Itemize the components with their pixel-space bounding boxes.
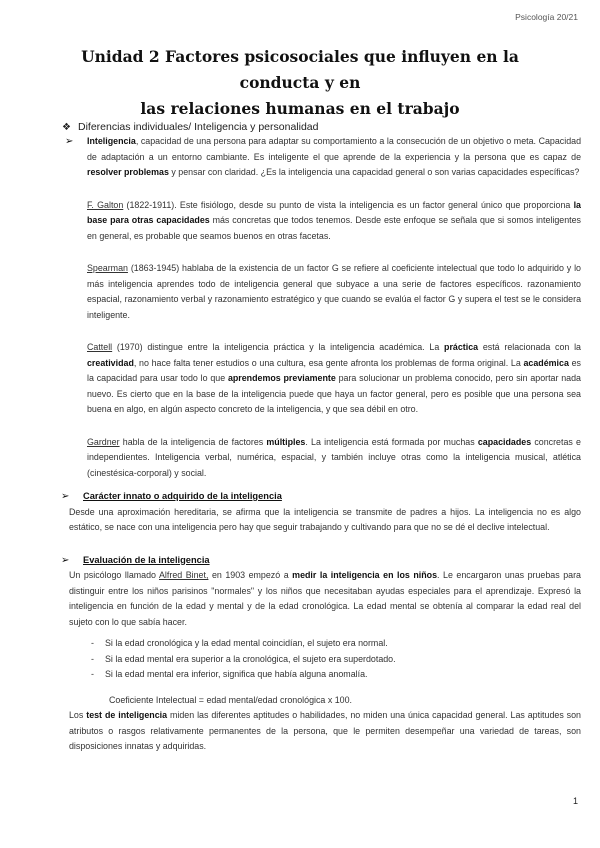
text: más concretas que todos tenemos. Desde este enfoque se señala que si somos inteligentes en general, es probable que seamos buenos en otras facetas. bbox=[87, 215, 581, 241]
list-item bbox=[91, 667, 581, 683]
course-header: Psicología 20/21 bbox=[515, 12, 578, 22]
evaluacion-heading-label: Evaluación de la inteligencia bbox=[83, 554, 210, 565]
bold-text: práctica bbox=[444, 342, 479, 352]
text: (1970) distingue entre la inteligencia práctica y la inteligencia académica. La bbox=[112, 342, 445, 352]
gardner-paragraph bbox=[73, 435, 581, 482]
bold-text: múltiples bbox=[266, 436, 306, 447]
dash-bullet: - bbox=[91, 653, 94, 664]
dash-bullet: - bbox=[91, 638, 94, 648]
arrow-bullet-icon: ➢ bbox=[65, 136, 74, 147]
section-heading bbox=[62, 121, 318, 133]
innato-heading-label: Carácter innato o adquirido de la inteligencia bbox=[83, 491, 282, 501]
text: habla de la inteligencia de factores bbox=[119, 436, 267, 447]
spearman-paragraph bbox=[73, 261, 581, 323]
text: , no hace falta tener estudios o una cultura, esa gente afronta los problemas de forma original. La bbox=[133, 357, 524, 368]
galton-paragraph bbox=[73, 198, 581, 245]
bold-text: medir la inteligencia en los niños bbox=[292, 570, 438, 580]
author-cattell: Cattell bbox=[87, 342, 113, 352]
evaluacion-paragraph bbox=[69, 568, 581, 630]
text: miden las diferentes aptitudes o habilidades, no miden una única capacidad general. Las aptitudes son atributos o rasgos relativamente permanentes de la persona, que le permiten desempeñar una variedad de tareas, son disposiciones innatas y adquiridas. bbox=[69, 710, 581, 751]
text: es la capacidad para usar todo lo que bbox=[87, 357, 581, 383]
innato-heading bbox=[61, 489, 581, 505]
list-item-text: Si la edad mental era superior a la cronológica, el sujeto era superdotado. bbox=[105, 653, 396, 664]
bold-text: test de inteligencia bbox=[86, 710, 168, 720]
dash-bullet: - bbox=[91, 669, 94, 679]
bold-text: académica bbox=[523, 357, 569, 368]
author-galton: F. Galton bbox=[87, 199, 124, 210]
test-paragraph bbox=[69, 708, 581, 755]
section-label: Diferencias individuales/ Inteligencia y personalidad bbox=[78, 121, 319, 133]
title-line-1: Unidad 2 Factores psicosociales que influyen en la conducta y en bbox=[81, 47, 519, 92]
evaluacion-heading bbox=[61, 553, 581, 569]
text: en 1903 empezó a bbox=[208, 570, 293, 580]
text: y pensar con claridad. ¿Es la inteligencia una capacidad general o son varias capacidades específicas? bbox=[168, 167, 580, 177]
innato-paragraph: Desde una aproximación hereditaria, se afirma que la inteligencia se transmite de padres a hijos. La inteligencia no es algo estático, se nace con una inteligencia pero hay que seguir trabajando y cultivando para que no se dé el declive intelectual. bbox=[69, 506, 581, 532]
cattell-paragraph bbox=[73, 340, 581, 418]
diamond-bullet-icon: ❖ bbox=[62, 122, 71, 133]
text: Los bbox=[69, 710, 87, 720]
arrow-bullet-icon: ➢ bbox=[61, 491, 70, 502]
document-title bbox=[40, 44, 560, 122]
text: está relacionada con la bbox=[478, 342, 581, 352]
author-binet: Alfred Binet, bbox=[159, 570, 209, 580]
text: (1822-1911). Este fisiólogo, desde su punto de vista la inteligencia es un factor general único que proporciona bbox=[123, 199, 574, 210]
text: (1863-1945) hablaba de la existencia de un factor G se refiere al coeficiente intelectual que todo lo adquirido y lo más inteligencia aprendes todo de inteligencia general que subyace a una serie de factores específicos. razonamiento espacial, razonamiento verbal y razonamiento estratégico y que cuando se evalúa el factor G y supera el test se le considera inteligente. bbox=[87, 263, 581, 320]
arrow-bullet-icon: ➢ bbox=[61, 554, 70, 566]
text: Un psicólogo llamado bbox=[69, 570, 160, 580]
text: para solucionar un problema conocido, pero sin aportar nada nuevo. Es cierto que en la base de la inteligencia puede que haya un factor general, pero es posible que una persona sea buena en algo, en algún aspecto concreto de la inteligencia, y que sea débil en otro. bbox=[87, 373, 581, 414]
bold-text: capacidades bbox=[477, 436, 532, 447]
bold-text: aprendemos previamente bbox=[227, 373, 336, 383]
list-item bbox=[91, 652, 581, 668]
inteligencia-paragraph bbox=[65, 134, 581, 181]
author-gardner: Gardner bbox=[87, 436, 120, 447]
page-number: 1 bbox=[572, 796, 578, 806]
list-item-text: Si la edad mental era inferior, significa que había alguna anomalía. bbox=[105, 669, 368, 679]
list-item-text: Si la edad cronológica y la edad mental coincidían, el sujeto era normal. bbox=[105, 638, 388, 648]
bold-text: la base para otras capacidades bbox=[87, 199, 581, 225]
text: , capacidad de una persona para adaptar su comportamiento a la consecución de un objetivo o meta. Capacidad de adaptación a un entorno cambiante. Es inteligente el que aprende de la experiencia y la persona que es capaz de bbox=[87, 136, 581, 162]
author-spearman: Spearman bbox=[87, 263, 128, 273]
title-line-2: las relaciones humanas en el trabajo bbox=[140, 99, 460, 118]
bold-text: creatividad bbox=[87, 357, 134, 368]
edad-list bbox=[73, 636, 581, 683]
text: concretas e independientes. Inteligencia verbal, numérica, espacial, y también incluye otras como la inteligencia musical, atlética (cinestésica-corporal) y social. bbox=[87, 436, 581, 478]
text: . Le encargaron unas pruebas para distinguir entre los niños parisinos "normales" y los niños que necesitaban ayudas especiales para el aprendizaje. Expresó la inteligencia en función de la edad y mental y de la edad cronológica. La edad mental se obtenía al comparar la edad real del sujeto con lo que sabía hacer. bbox=[69, 570, 581, 627]
list-item bbox=[91, 636, 581, 652]
ci-formula: Coeficiente Intelectual = edad mental/edad cronológica x 100. bbox=[109, 694, 352, 705]
term-inteligencia: Inteligencia bbox=[87, 136, 136, 146]
document-body bbox=[61, 134, 581, 772]
bold-text: resolver problemas bbox=[87, 167, 169, 177]
text: . La inteligencia está formada por muchas bbox=[305, 436, 478, 447]
